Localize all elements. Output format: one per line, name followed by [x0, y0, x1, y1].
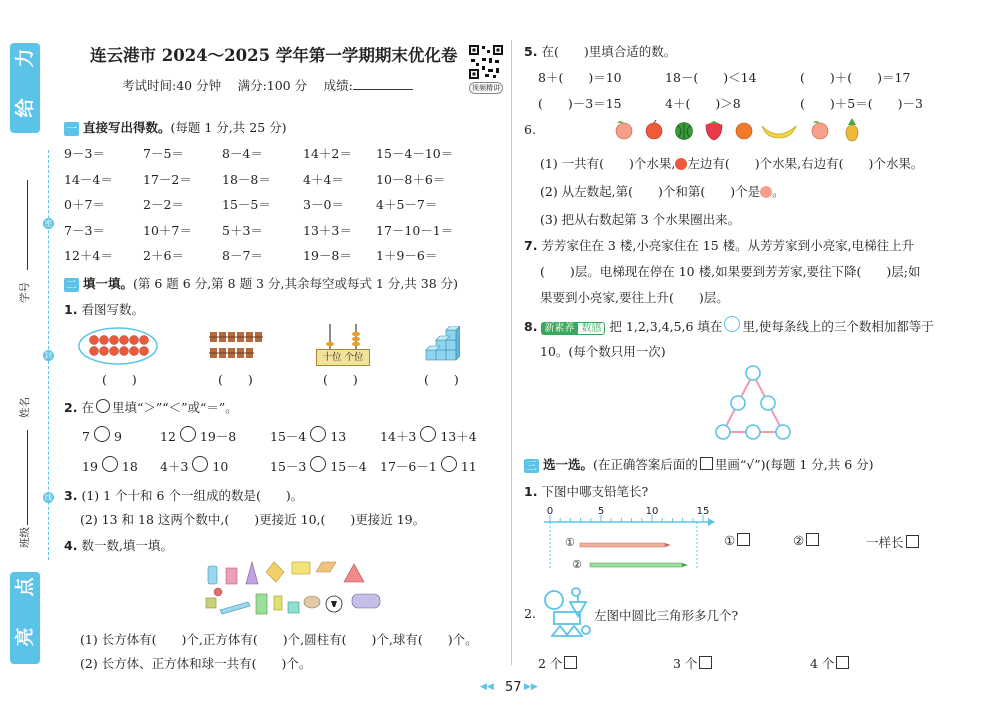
abacus-label: 十位 个位 — [316, 349, 370, 366]
option-same-label: 一样长 — [866, 535, 904, 550]
fill-blank-item[interactable]: 8＋( )＝10 — [538, 70, 622, 85]
calc-item: 10＋7＝ — [143, 222, 192, 238]
compare-item — [160, 456, 228, 475]
pencil-2-tip — [682, 563, 688, 567]
q7-number: 7. — [524, 238, 538, 253]
compare-right: 9 — [113, 429, 122, 444]
pencil-2 — [590, 563, 682, 567]
exam-meta-text: 考试时间:40 分钟 满分:100 分 成绩: — [122, 78, 353, 93]
q4-text: 数一数,填一填。 — [81, 538, 173, 553]
q6-number: 6. — [524, 122, 536, 137]
fill-blank-item[interactable]: 4＋( )＞8 — [665, 96, 741, 111]
banana-icon — [762, 126, 796, 138]
student-number-line[interactable] — [27, 180, 28, 270]
q4-number: 4. — [64, 538, 78, 553]
option-1-label: ① — [724, 533, 736, 548]
compare-item — [82, 456, 138, 474]
q7-line-3: 果要到小亮家,要往上升( )层。 — [540, 290, 729, 305]
robot-picture — [540, 586, 596, 640]
fill-blank-item[interactable]: 18－( )＜14 — [665, 70, 757, 85]
calc-item: 12＋4＝ — [64, 248, 113, 263]
circle-symbol — [724, 316, 740, 332]
q2 — [64, 398, 238, 416]
compare-right: 13 — [330, 429, 347, 444]
pencil-1 — [580, 543, 665, 547]
sticks-picture — [208, 326, 264, 366]
q7 — [524, 236, 914, 254]
compare-circle[interactable] — [441, 456, 457, 472]
calc-item: 9－3＝ — [64, 146, 105, 161]
option-2-checkbox[interactable] — [806, 533, 819, 546]
section-2-title: 填一填。 — [83, 276, 134, 291]
badge-bottom — [10, 572, 40, 664]
compare-left: 12 — [160, 429, 176, 444]
badge-top-char-2: 力 — [14, 48, 36, 68]
fill-blank-item[interactable]: ( )－3＝15 — [538, 96, 622, 111]
compare-right: 19－8 — [199, 429, 237, 444]
compare-circle[interactable] — [310, 456, 326, 472]
q2-post: 里填“＞”“＜”或“＝”。 — [111, 400, 238, 415]
q7-line-2: ( )层。电梯现在停在 10 楼,如果要到芳芳家,要往下降( )层;如 — [540, 264, 921, 279]
compare-item — [380, 426, 477, 445]
calc-item: 14＋2＝ — [303, 146, 352, 161]
compare-item — [160, 426, 236, 445]
calc-item: 8－4＝ — [222, 146, 263, 161]
orange-icon — [736, 123, 752, 139]
pencil-1-label: ① — [565, 536, 575, 549]
q6-part-a-post: 左边有( )个水果,右边有( )个水果。 — [687, 156, 924, 171]
compare-left: 17－6－1 — [380, 459, 437, 474]
abacus-picture — [316, 322, 370, 366]
q3-part-a: (1) 1 个十和 6 个一组成的数是( )。 — [81, 488, 304, 503]
section-1-number: 一 — [66, 122, 77, 135]
section-2-note: (第 6 题 6 分,第 8 题 3 分,其余每空或每式 1 分,共 38 分) — [133, 276, 459, 291]
q1 — [64, 300, 144, 318]
calc-item: 17－2＝ — [143, 171, 192, 187]
compare-left: 4＋3 — [160, 459, 189, 474]
compare-circle[interactable] — [192, 456, 208, 472]
s3-q2-option-2-checkbox[interactable] — [699, 656, 712, 669]
badge-top — [10, 43, 40, 133]
score-blank[interactable] — [353, 89, 413, 90]
q7-line-1: 芳芳家住在 3 楼,小亮家住在 15 楼。从芳芳家到小亮家,电梯往上升 — [541, 238, 915, 253]
pineapple-icon — [846, 118, 858, 141]
compare-item — [82, 426, 122, 444]
section-2-heading — [64, 274, 458, 292]
calc-item: 15－5＝ — [222, 197, 271, 212]
ruler-arrow — [708, 518, 715, 526]
s3-q2-number: 2. — [524, 606, 536, 621]
calc-item: 13＋3＝ — [303, 222, 352, 238]
section-1-note: (每题 1 分,共 25 分) — [170, 120, 287, 135]
fill-blank-item[interactable]: ( )＋5＝( )－3 — [800, 96, 923, 111]
q3 — [64, 486, 303, 504]
seal-dot-3: 线 — [44, 493, 53, 502]
ruler-tick-label: 5 — [597, 506, 605, 517]
compare-circle[interactable] — [180, 426, 196, 442]
calc-item: 2－2＝ — [143, 197, 184, 212]
calc-item: 8－7＝ — [222, 248, 263, 263]
column-divider — [511, 40, 512, 665]
compare-right: 13＋4 — [440, 429, 477, 444]
s3-q2-option-2[interactable] — [673, 654, 712, 672]
q1-blank-3[interactable]: ( ) — [323, 372, 358, 387]
calc-item: 4＋5－7＝ — [376, 197, 438, 212]
s3-q2-option-1-checkbox[interactable] — [564, 656, 577, 669]
option-2[interactable] — [793, 533, 819, 548]
q6-part-b-post: 。 — [772, 184, 785, 199]
q6-part-b — [540, 182, 785, 200]
s3-q2-option-3-checkbox[interactable] — [836, 656, 849, 669]
apple-icon — [646, 120, 662, 139]
s3-q2-option-3-label: 4 个 — [810, 656, 835, 671]
name-label: 姓名 — [19, 397, 31, 418]
circle-symbol — [96, 399, 110, 413]
strawberry-icon — [706, 121, 722, 140]
calc-item: 2＋6＝ — [143, 248, 184, 263]
page-number: 57 — [505, 680, 522, 695]
calc-item: 7－5＝ — [143, 146, 184, 161]
compare-right: 15－4 — [330, 459, 367, 474]
section-3-note-post: 里画“√”)(每题 1 分,共 6 分) — [714, 457, 874, 472]
peach-icon — [760, 186, 772, 198]
option-1-checkbox[interactable] — [737, 533, 750, 546]
peach-icon — [616, 121, 632, 139]
student-number-label: 学号 — [19, 282, 31, 303]
watermelon-icon — [676, 123, 693, 140]
calc-item: 19－8＝ — [303, 248, 352, 263]
seal-dot-2: 封 — [44, 351, 53, 360]
fruits-row — [612, 118, 872, 142]
section-3-note-pre: (在正确答案后面的 — [593, 457, 698, 472]
q3-part-b: (2) 13 和 18 这两个数中,( )更接近 10,( )更接近 19。 — [80, 512, 426, 527]
compare-right: 18 — [121, 459, 138, 474]
q4 — [64, 536, 173, 554]
new-literacy-badge: 新素养 — [541, 322, 577, 335]
calc-item: 14－4＝ — [64, 171, 113, 187]
peach-icon — [812, 121, 828, 139]
exam-meta — [122, 76, 413, 94]
section-2-number: 二 — [66, 278, 77, 291]
q6-part-a — [540, 154, 923, 172]
solids-picture — [204, 558, 394, 622]
s3-q1-number: 1. — [524, 484, 538, 499]
seal-dot-1: 密 — [44, 219, 53, 228]
pencil-2-label: ② — [572, 558, 582, 571]
compare-left: 15－4 — [270, 429, 307, 444]
compare-left: 14＋3 — [380, 429, 417, 444]
compare-item — [270, 456, 367, 475]
q8-line-1-post: 里,使每条线上的三个数相加都等于 — [742, 319, 934, 334]
q8 — [524, 316, 934, 335]
s3-q2-text: 左图中圆比三角形多几个? — [594, 608, 739, 623]
calc-item: 4＋4＝ — [303, 171, 344, 187]
q8-line-1-pre: 把 1,2,3,4,5,6 填在 — [609, 319, 723, 334]
q1-text: 看图写数。 — [81, 302, 144, 317]
compare-item — [380, 456, 477, 475]
calc-item: 5＋3＝ — [222, 222, 263, 238]
q1-blank-4[interactable]: ( ) — [424, 372, 459, 387]
triangle-diagram — [712, 364, 794, 442]
ruler-tick-label: 10 — [645, 506, 659, 517]
ruler-tick-label: 15 — [696, 506, 710, 517]
ruler-tick-label: 0 — [546, 506, 554, 517]
q1-blank-2[interactable]: ( ) — [218, 372, 253, 387]
compare-circle[interactable] — [420, 426, 436, 442]
s3-q2-option-1-label: 2 个 — [538, 656, 563, 671]
q3-number: 3. — [64, 488, 78, 503]
q6-part-c: (3) 把从右数起第 3 个水果圈出来。 — [540, 212, 741, 227]
cubes-picture — [424, 326, 460, 364]
q1-blank-1[interactable]: ( ) — [102, 372, 137, 387]
section-1-heading — [64, 118, 287, 136]
compare-right: 10 — [212, 459, 229, 474]
exam-title: 连云港市 2024～2025 学年第一学期期末优化卷 — [90, 46, 458, 65]
pencil-1-tip — [665, 543, 671, 547]
q2-number: 2. — [64, 400, 78, 415]
q4-part-b: (2) 长方体、正方体和球一共有( )个。 — [80, 656, 312, 671]
q5-number: 5. — [524, 44, 538, 59]
calc-item: 18－8＝ — [222, 171, 271, 187]
fill-blank-item[interactable]: ( )＋( )＝17 — [800, 70, 911, 85]
next-page-icon[interactable]: ▶▶ — [524, 682, 538, 692]
q1-number: 1. — [64, 302, 78, 317]
section-3-number: 三 — [526, 459, 537, 472]
number-sense-badge: 数感 — [577, 322, 605, 335]
option-2-label: ② — [793, 533, 805, 548]
option-same-checkbox[interactable] — [906, 535, 919, 548]
option-same[interactable] — [866, 533, 919, 551]
compare-right: 11 — [460, 459, 477, 474]
calc-item: 1＋9－6＝ — [376, 248, 438, 263]
q8-line-2: 10。(每个数只用一次) — [540, 344, 666, 359]
compare-item — [270, 426, 346, 445]
compare-left: 7 — [82, 429, 90, 444]
calc-item: 3－0＝ — [303, 197, 344, 212]
section-3-heading — [524, 455, 874, 473]
option-1[interactable] — [724, 533, 750, 548]
class-label: 班级 — [19, 527, 31, 548]
section-1-title: 直接写出得数。 — [83, 120, 171, 135]
badge-bottom-char-2: 点 — [14, 577, 36, 597]
s3-q2-option-2-label: 3 个 — [673, 656, 698, 671]
q5 — [524, 42, 676, 60]
compare-left: 15－3 — [270, 459, 307, 474]
compare-circle[interactable] — [94, 426, 110, 442]
checkbox-symbol — [700, 457, 713, 470]
s3-q2-option-3[interactable] — [810, 654, 849, 672]
qr-label: 视频精讲 — [469, 82, 503, 94]
section-3-title: 选一选。 — [543, 457, 594, 472]
calc-item: 7－3＝ — [64, 222, 105, 238]
compare-left: 19 — [82, 459, 98, 474]
s3-q1 — [524, 482, 648, 500]
name-line[interactable] — [27, 430, 28, 525]
prev-page-icon[interactable]: ◀◀ — [480, 682, 494, 692]
s3-q1-text: 下图中哪支铅笔长? — [541, 484, 649, 499]
q4-part-a: (1) 长方体有( )个,正方体有( )个,圆柱有( )个,球有( )个。 — [80, 632, 478, 647]
s3-q2-option-1[interactable] — [538, 654, 577, 672]
badge-top-char-1: 给 — [14, 98, 36, 118]
calc-item: 10－8＋6＝ — [376, 171, 446, 187]
compare-circle[interactable] — [102, 456, 118, 472]
q2-pre: 在 — [81, 400, 94, 415]
apple-icon — [675, 158, 687, 170]
q8-number: 8. — [524, 319, 538, 334]
q6-part-b-pre: (2) 从左数起,第( )个和第( )个是 — [540, 184, 761, 199]
calc-item: 15－4－10＝ — [376, 146, 454, 161]
q5-text: 在( )里填合适的数。 — [541, 44, 677, 59]
calc-item: 17－10－1＝ — [376, 222, 454, 238]
badge-bottom-char-1: 亮 — [14, 627, 36, 647]
q6-part-a-pre: (1) 一共有( )个水果, — [540, 156, 676, 171]
compare-circle[interactable] — [310, 426, 326, 442]
apples-picture — [78, 326, 158, 366]
qr-code[interactable] — [468, 44, 504, 80]
calc-item: 0＋7＝ — [64, 197, 105, 212]
